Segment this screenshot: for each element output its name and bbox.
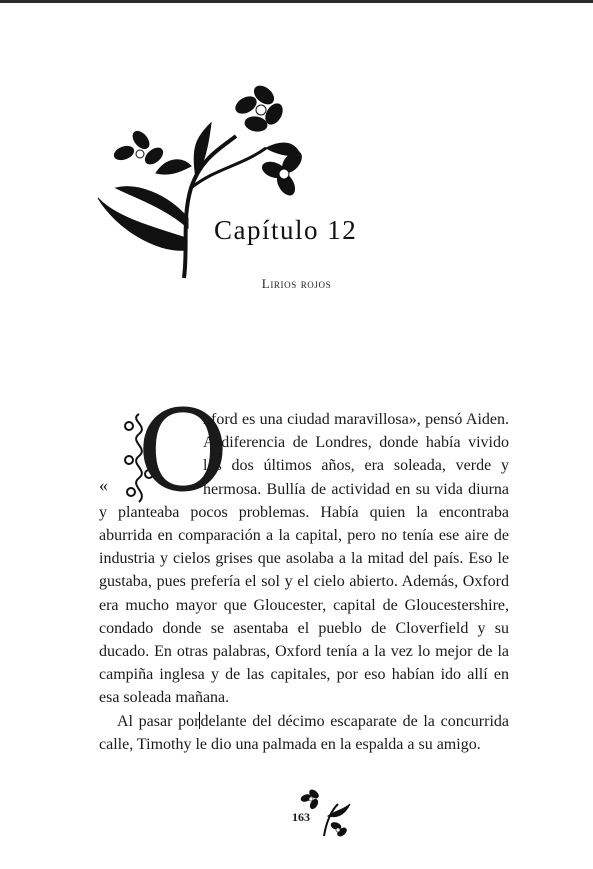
drop-cap-letter: O xyxy=(137,387,229,517)
chapter-subtitle: Lirios rojos xyxy=(261,276,332,291)
paragraph-2 xyxy=(99,710,509,756)
paragraph-1-text: xford es una ciudad maravillosa», pensó Aiden. A diferencia de Londres, donde había vivido los dos últimos años, era soleada, verde y hermosa. Bullía de actividad en su vida diurna y planteaba pocos problemas. Había quien la encontraba aburrida en comparación a la capital, pero no tenía ese aire de industria y cielos grises que asolaba a la mitad del país. Eso le gustaba, pues prefería el sol y el cielo abierto. Además, Oxford era mucho mayor que Gloucester, capital de Gloucestershire, condado donde se asentaba el pueblo de Cloverfield y su ducado. En otras palabras, Oxford tenía a la vez lo mejor de la campiña inglesa y de las capitales, por eso habían ido allí en esa soleada mañana. xyxy=(99,411,509,707)
floral-branch-icon xyxy=(96,78,356,288)
paragraph-1 xyxy=(99,387,509,710)
chapter-body xyxy=(99,387,509,756)
opening-quote: « xyxy=(99,475,108,495)
paragraph-2-text-after: delante del décimo escaparate de la concurrida calle, Timothy le dio una palmada en la espalda a su amigo. xyxy=(99,712,509,753)
chapter-title: Capítulo 12 xyxy=(214,215,358,245)
page-number: 163 xyxy=(292,810,310,824)
drop-cap-block xyxy=(99,387,229,517)
top-border xyxy=(0,0,593,3)
paragraph-2-text-before: Al pasar por xyxy=(117,712,200,730)
